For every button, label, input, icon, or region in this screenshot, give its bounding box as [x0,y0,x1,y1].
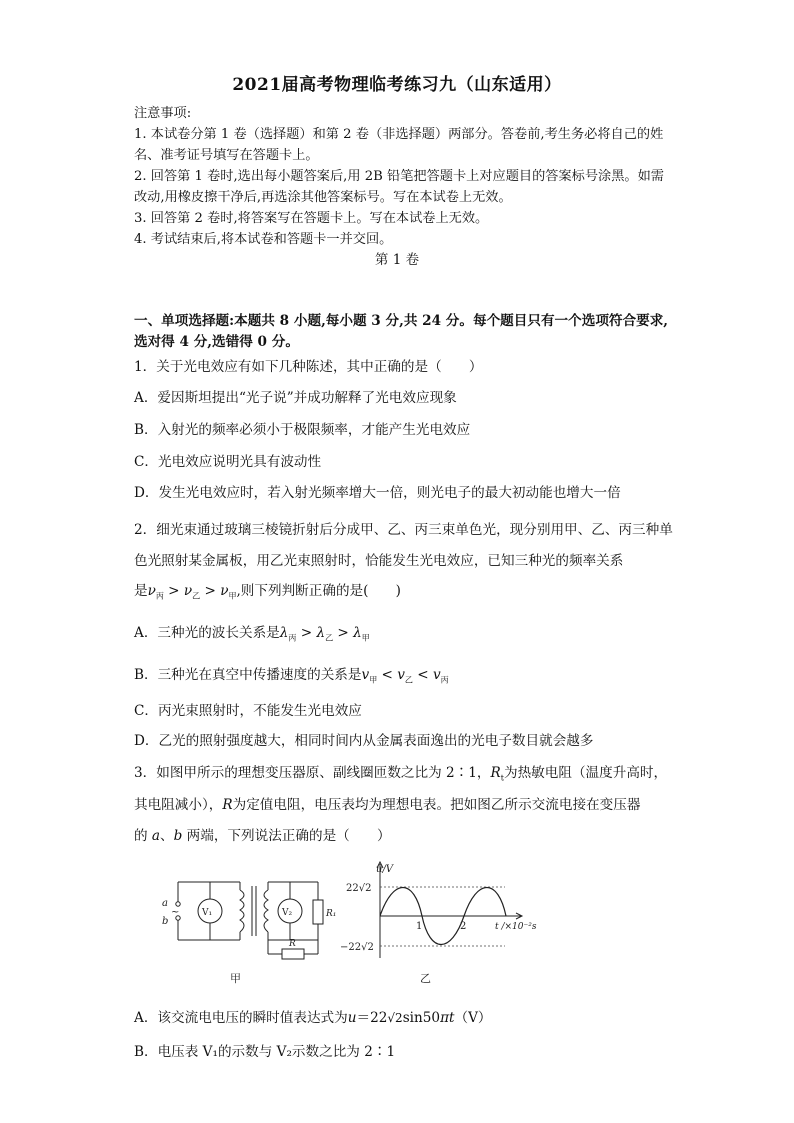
y-axis-label: u/V [376,864,394,875]
voltage-graph [340,862,537,985]
q3-stem-line1: 3．如图甲所示的理想变压器原、副线圈匝数之比为 2∶1，$R_t$为热敏电阻（温度升高时， [134,765,668,783]
note-item-1: 1. 本试卷分第 1 卷（选择题）和第 2 卷（非选择题）两部分。答卷前,考生务必将自己的姓名、准考证号填写在答题卡上。 [134,127,664,163]
label-r1: R₁ [326,909,337,919]
q3-stem-line2: 其电阻减小），R为定值电阻，电压表均为理想电表。把如图乙所示交流电接在变压器 [134,797,641,813]
q1-option-b: B．入射光的频率必须小于极限频率，才能产生光电效应 [134,422,471,438]
figure-svg [150,860,550,990]
q1-option-d: D．发生光电效应时，若入射光频率增大一倍，则光电子的最大初动能也增大一倍 [134,485,621,501]
q2-option-d: D．乙光的照射强度越大，相同时间内从金属表面逸出的光电子数目就会越多 [134,733,594,749]
circuit-diagram [176,882,323,959]
x-tick-1: 1 [416,921,423,932]
y-tick-negative: −22√2 [340,942,374,953]
q3-figure [150,860,550,990]
q2-option-a: A．三种光的波长关系是$\lambda_丙 > \lambda_乙 > \lambda_甲$ [134,625,370,643]
notes-heading: 注意事项: [134,106,192,121]
thermistor-r1-icon [313,900,323,924]
resistor-r-icon [282,949,304,959]
note-item-4: 4. 考试结束后,将本试卷和答题卡一并交回。 [134,232,393,247]
caption-yi: 乙 [420,972,431,985]
label-b: b [162,916,169,927]
q1-option-a: A．爱因斯坦提出“光子说”并成功解释了光电效应现象 [134,390,457,406]
x-tick-2: 2 [460,921,467,932]
label-v1: V₁ [202,908,213,918]
label-a: a [162,898,168,909]
q2-option-c: C．丙光束照射时，不能发生光电效应 [134,703,362,719]
q3-stem-line3: 的 a、b 两端，下列说法正确的是（ ） [134,828,391,844]
label-v2: V₂ [282,908,293,918]
q2-option-b: B．三种光在真空中传播速度的关系是$v_甲 < v_乙 < v_丙$ [134,667,449,685]
q1-stem: 1．关于光电效应有如下几种陈述，其中正确的是（ ） [134,359,483,375]
q3-option-b: B．电压表 V₁的示数与 V₂示数之比为 2∶1 [134,1044,396,1060]
q2-stem: 2．细光束通过玻璃三棱镜折射后分成甲、乙、丙三束单色光，现分别用甲、乙、丙三种单色光照射某金属板，用乙光束照射时，恰能发生光电效应，已知三种光的频率关系 [134,522,673,569]
volume-heading: 第 1 卷 [374,252,420,268]
y-tick-positive: 22√2 [346,883,372,894]
note-item-2: 2. 回答第 1 卷时,选出每小题答案后,用 2B 铅笔把答题卡上对应题目的答案标号涂黑。如需改动,用橡皮擦干净后,再选涂其他答案标号。写在本试卷上无效。 [134,169,664,205]
notes-block [134,103,674,250]
note-item-3: 3. 回答第 2 卷时,将答案写在答题卡上。写在本试卷上无效。 [134,211,489,226]
label-r: R [289,939,296,949]
ac-source-icon: ~ [171,907,180,918]
caption-jia: 甲 [230,972,241,985]
x-axis-label: t /×10⁻²s [495,922,537,932]
q2-stem-line3: 是$\nu_丙 > \nu_乙 > \nu_甲$,则下列判断正确的是( ) [134,583,401,601]
exam-title: 2021届高考物理临考练习九（山东适用） [232,75,562,95]
q3-option-a: A．该交流电电压的瞬时值表达式为u＝22√2sin50πt（V） [134,1010,492,1026]
section-heading: 一、单项选择题:本题共 8 小题,每小题 3 分,共 24 分。每个题目只有一个选项符合要求,选对得 4 分,选错得 0 分。 [134,313,669,350]
q1-option-c: C．光电效应说明光具有波动性 [134,454,322,470]
